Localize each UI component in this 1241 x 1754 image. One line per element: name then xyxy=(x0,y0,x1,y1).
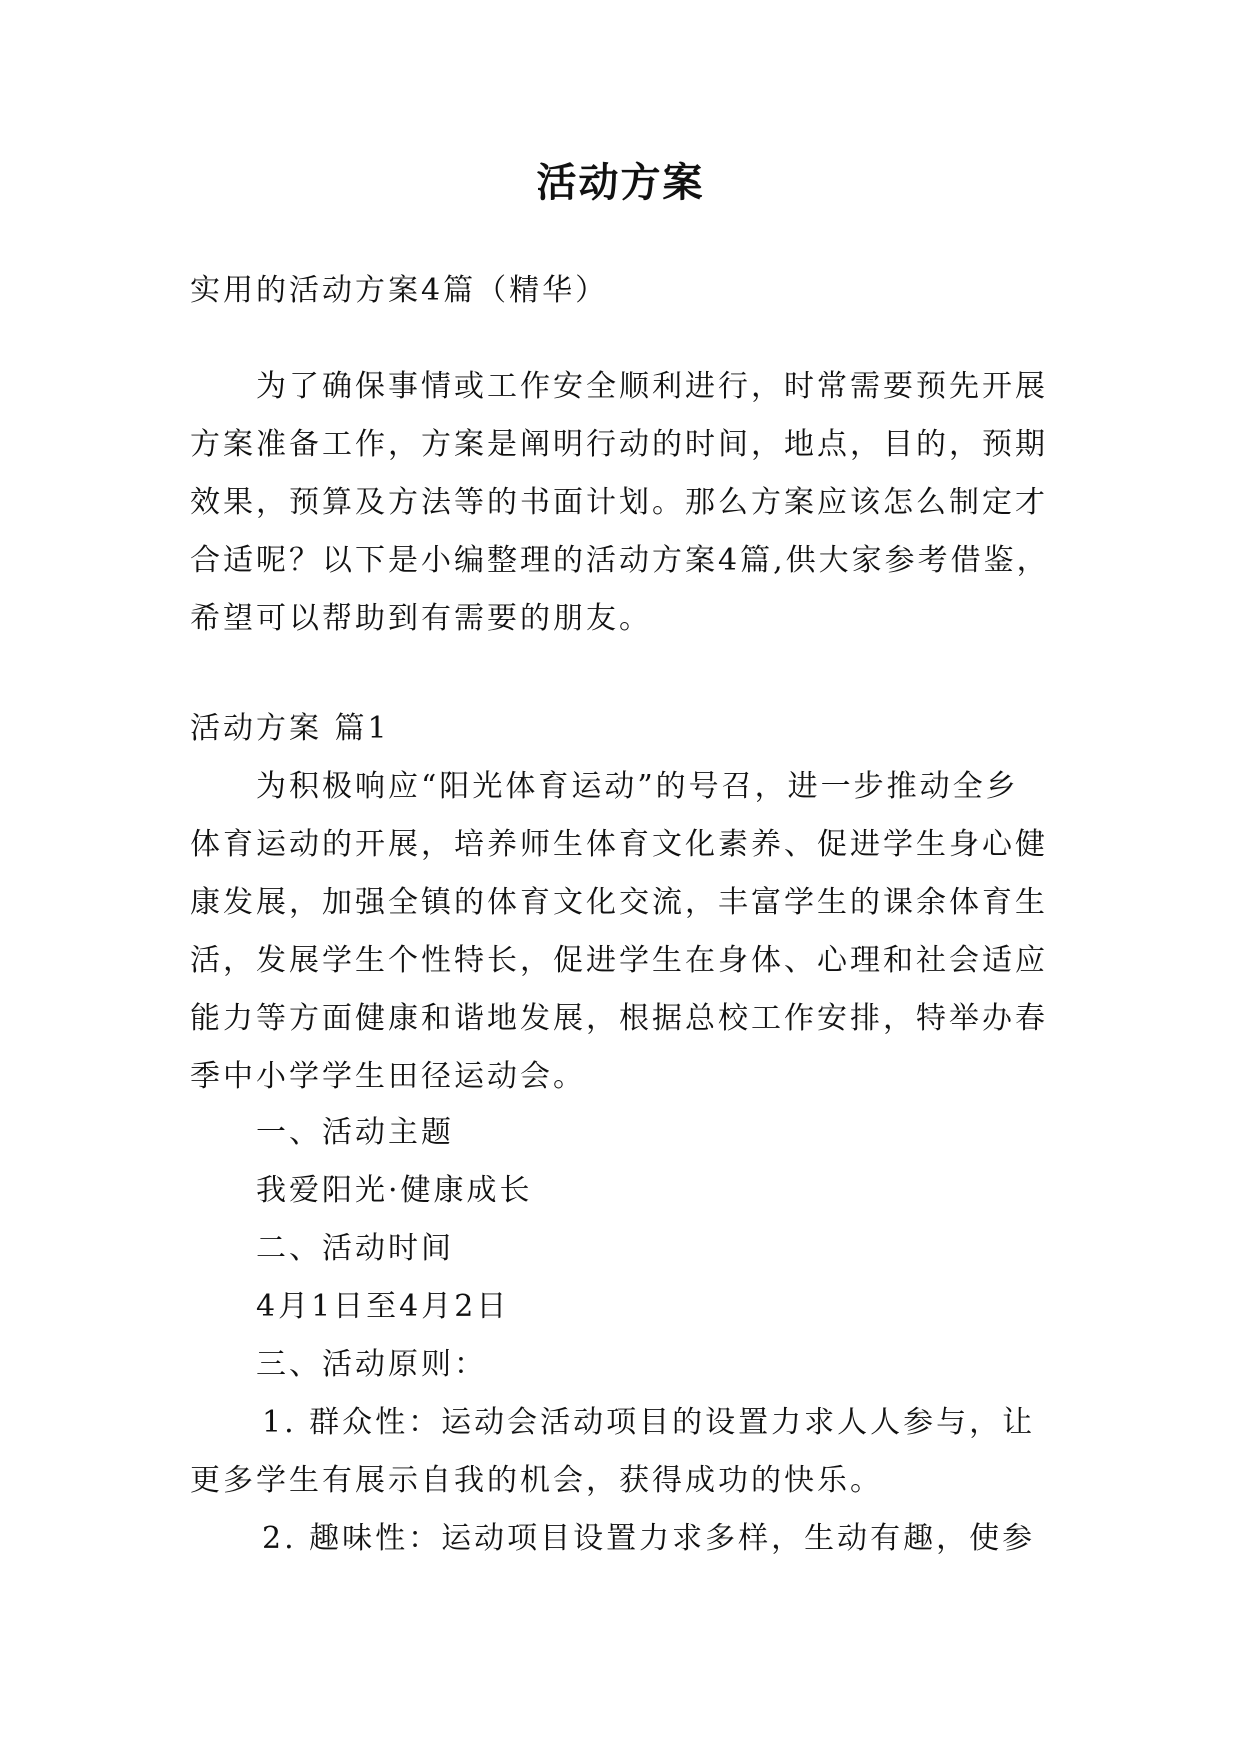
item1-heading: 一、活动主题 xyxy=(256,1115,454,1150)
intro-line: 效果，预算及方法等的书面计划。那么方案应该怎么制定才 xyxy=(190,485,1048,520)
section-line: 活，发展学生个性特长，促进学生在身体、心理和社会适应 xyxy=(190,943,1048,978)
document-title: 活动方案 xyxy=(536,159,705,206)
intro-line: 希望可以帮助到有需要的朋友。 xyxy=(190,601,652,636)
section-line: 季中小学学生田径运动会。 xyxy=(190,1059,586,1094)
principle1-paragraph xyxy=(190,1394,1050,1510)
item2-heading: 二、活动时间 xyxy=(256,1231,454,1266)
intro-line: 方案准备工作，方案是阐明行动的时间，地点，目的，预期 xyxy=(190,427,1048,462)
item3-heading: 三、活动原则： xyxy=(256,1347,487,1382)
section-line: 体育运动的开展，培养师生体育文化素养、促进学生身心健 xyxy=(190,827,1048,862)
section-line: 康发展，加强全镇的体育文化交流，丰富学生的课余体育生 xyxy=(190,885,1048,920)
item2-value: 4月1日至4月2日 xyxy=(256,1289,510,1324)
section-line: 为积极响应“阳光体育运动”的号召，进一步推动全乡 xyxy=(256,769,1019,804)
section-paragraph xyxy=(190,758,1050,1106)
principle2-paragraph xyxy=(190,1510,1050,1568)
document-subtitle: 实用的活动方案4篇（精华） xyxy=(190,273,609,308)
item1-value: 我爱阳光·健康成长 xyxy=(256,1173,533,1208)
section-line: 能力等方面健康和谐地发展，根据总校工作安排，特举办春 xyxy=(190,1001,1048,1036)
intro-line: 为了确保事情或工作安全顺利进行，时常需要预先开展 xyxy=(256,369,1048,404)
principle-line: 1. 群众性：运动会活动项目的设置力求人人参与，让 xyxy=(262,1405,1036,1440)
intro-paragraph xyxy=(190,358,1050,648)
principle-line: 2. 趣味性：运动项目设置力求多样，生动有趣，使参 xyxy=(262,1521,1036,1556)
principle-line: 更多学生有展示自我的机会，获得成功的快乐。 xyxy=(190,1463,883,1498)
section-heading: 活动方案 篇1 xyxy=(190,711,390,746)
intro-line: 合适呢？以下是小编整理的活动方案4篇,供大家参考借鉴， xyxy=(190,543,1050,578)
